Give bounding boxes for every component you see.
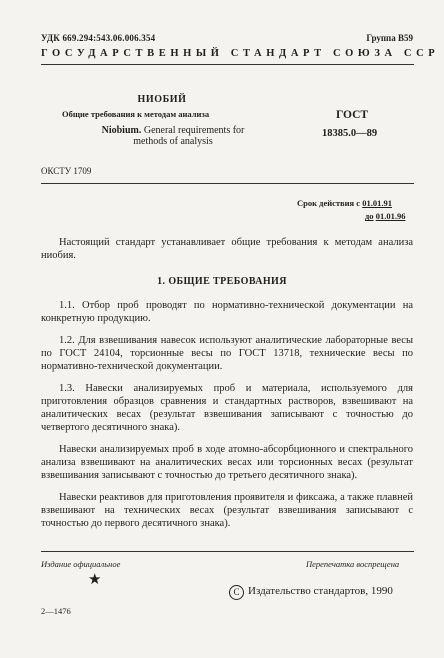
paragraph-reagents: Навески реактивов для приготовления проявителя и фиксажа, а также плавней взвешивают на технических весах (результат взвешивания записывают с точностью до первого десятичного знака). <box>41 492 413 529</box>
star-icon: ★ <box>88 572 102 588</box>
paragraph-spectral: Навески анализируемых проб в ходе атомно-абсорбционного и спектрального анализа взвешивают на аналитических весах или торсионных весах (результат взвешивания записывают с точностью до третьего десятичного знака). <box>41 444 413 481</box>
bottom-divider <box>41 551 414 552</box>
state-standard-heading: ГОСУДАРСТВЕННЫЙ СТАНДАРТ СОЮЗА ССР <box>41 48 440 59</box>
validity-to-date: 01.01.96 <box>375 211 406 221</box>
document-subtitle: Общие требования к методам анализа <box>62 109 210 119</box>
validity-from-prefix: с <box>356 198 361 208</box>
reprint-prohibited-note: Перепечатка воспрещена <box>306 559 400 569</box>
validity-to <box>365 211 405 221</box>
english-title <box>88 125 258 147</box>
udk-code: УДК 669.294:543.06.006.354 <box>41 33 156 43</box>
paragraph-1-3: 1.3. Навески анализируемых проб и материала, используемого для приготовления образцов сравнения и стандартных растворов, взвешивают на аналитических весах (результат взвешивания записывают с точностью до четвертого десятичного знака). <box>41 383 413 433</box>
copyright-line <box>229 585 393 600</box>
group-code: Группа В59 <box>366 33 413 43</box>
validity-label: Срок действия <box>297 198 355 208</box>
validity-to-prefix: до <box>365 211 374 221</box>
document-title: НИОБИЙ <box>137 94 187 105</box>
official-edition-note: Издание официальное <box>41 559 121 569</box>
body-paragraphs <box>41 299 413 530</box>
gost-label: ГОСТ <box>336 109 369 121</box>
paragraph-1-2: 1.2. Для взвешивания навесок используют аналитические лабораторные весы по ГОСТ 24104, торсионные весы по ГОСТ 13718, технические весы по нормативно-технической документации. <box>41 335 413 372</box>
english-title-rest: General requirements for methods of analysis <box>133 125 245 147</box>
middle-divider <box>41 183 414 184</box>
sheet-number: 2—1476 <box>41 606 71 616</box>
intro-paragraph <box>41 236 413 262</box>
paragraph-1-1: 1.1. Отбор проб проводят по нормативно-технической документации на конкретную продукцию. <box>41 300 413 324</box>
okstu-code: ОКСТУ 1709 <box>41 166 92 176</box>
section-title: 1. ОБЩИЕ ТРЕБОВАНИЯ <box>157 276 287 287</box>
top-divider <box>41 64 414 65</box>
copyright-icon: C <box>229 585 244 600</box>
copyright-text: Издательство стандартов, 1990 <box>248 585 393 597</box>
english-title-bold: Niobium. <box>101 125 142 136</box>
gost-number: 18385.0—89 <box>322 128 378 139</box>
validity-from-date: 01.01.91 <box>362 198 392 208</box>
validity-from <box>297 198 392 208</box>
intro-text: Настоящий стандарт устанавливает общие требования к методам анализа ниобия. <box>41 237 413 261</box>
